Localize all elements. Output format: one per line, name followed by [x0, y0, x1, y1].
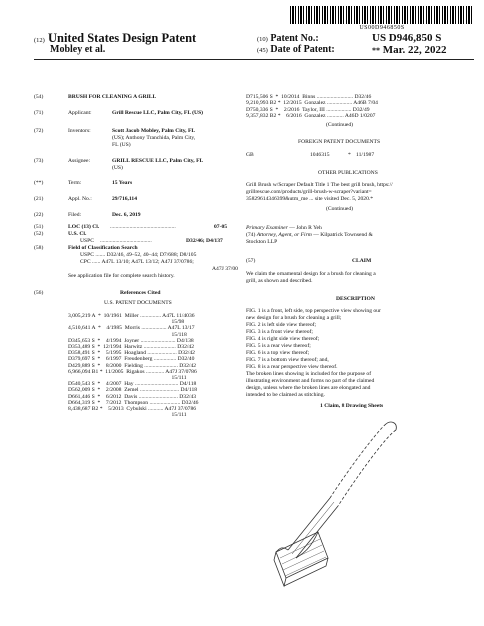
assignee-line: GRILL RESCUE LLC, Palm City, FL: [112, 158, 204, 164]
description-heading: DESCRIPTION: [336, 296, 375, 302]
inventors-line: Scott Jacob Mobley, Palm City, FL: [112, 128, 196, 134]
continued-label: (Continued): [326, 206, 354, 212]
patent-date-row: [372, 44, 447, 56]
country-code: (12): [34, 37, 45, 44]
invention-title: BRUSH FOR CLEANING A GRILL: [68, 94, 157, 100]
patent-front-page: US00D946850S (12) United States Design Patent Mobley et al. (10) Patent No.: US D946,850 S (45) Date of Patent: ** Mar. 22, 2022 (54) BRUSH FOR CLEANING A GRILL (71) Applicant: Grill Rescue LLC, Palm City, FL (US) (72) Inventors: Scott Jacob Mobley, Palm City, FL (US); Anthony Tranchida, Palm City, FL (US) (73) Assignee: GRILL RESCUE LLC, Palm City, FL (US) (**) Term: 15 Years (21) Appl. No.: 29/716,114 (22) Filed: Dec. 6, 2019 (51) LOC (13) Cl. ............................................... 07-05 (52) U.S. Cl. USPC ..................................... D32/46; D4/137 (58) Field of Classification Search USPC ....... D32/46, 49–52, 40–44; D7/688; D8/105 CPC ...... A47L 13/10; A47L 13/12; A47J 37/0786; A47J 37/00 See application file for complete search history. (56) References Cited U.S. PATENT DOCUMENTS 3,005,219 A * 10/1961 Miller ............... A47L 11/4036 15/98 4,510,641 A * 4/1985 Morris .................. A47L 13/17 15/118 D345,653 S * 4/1994 Joyner ......................... D4/138 D353,489 S * 12/1994 Harwitz ....................... D32/42 D358,491 S * 5/1995 Hoagland ..................... D32/42 D379,697 S * 6/1997 Freudenberg ................ D32/40 D429,889 S * 8/2000 Fielding ........................ D32/42 6,966,094 B1 * 11/2005 Rigakos ............. A47J 37/0786 15/111 D540,543 S * 4/2007 Hay ............................... D4/118 D562,009 S * 2/2008 Zemel ............................ D4/118 D661,446 S * 6/2012 Davis ............................ D32/43 D664,319 S * 7/2012 Thompson ...................... D32/46 8,438,687 B2 * 5/2013 Cybulski ........... A47J 37/0786 15/111 D715,506 S * 10/2014 Binns .......................... D32/46 9,210,993 B2 * 12/2015 Gonzalez .................. A46B 7/04 D750,336 S * 2/2016 Taylor, III .................. D32/49 9,357,832 B2 * 6/2016 Gonzalez ............ A46D 1/0207 (Continued) FOREIGN PATENT DOCUMENTS GB 1046315 * 11/1987 OTHER PUBLICATIONS Grill Brush w/Scraper Default Title 1 The best grill brush, https:// grillrescue.com/products/grill-brush-w-scraper?variant= 35829614346399&utm_me ... site visited Dec. 5, 2020.* (Continued) Primary Examiner — John R Yeh (74) Attorney, Agent, or Firm — Kilpatrick Townsend & Stockton LLP (57) CLAIM We claim the ornamental design for a brush for cleaning a grill, as shown and described. DESCRIPTION FIG. 1 is a front, left side, top perspective view showing our new design for a brush for cleaning a grill; FIG. 2 is left side view thereof; FIG. 3 is a front view thereof; FIG. 4 is right side view thereof; FIG. 5 is a rear view thereof; FIG. 6 is a top view thereof; FIG. 7 is a bottom view thereof; and, FIG. 8 is a rear perspective view thereof. The broken lines showing is included for the purpose of illustrating environment and forms no part of the claimed design, unless where the broken lines are elongated and intended to be claimed as stitching. 1 Claim, 8 Drawing Sheets: [0, 0, 484, 626]
reference-row: 9,210,993 B2 * 12/2015 Gonzalez .................. A46B 7/04: [246, 100, 378, 107]
term-value: 15 Years: [112, 180, 133, 186]
reference-row: D715,506 S * 10/2014 Binns .......................... D32/46: [246, 94, 372, 100]
date-label: Date of Patent:: [270, 44, 335, 55]
field-line: USPC ....... D32/46, 49–52, 40–44; D7/688; D8/105: [80, 252, 197, 258]
attorney-row: (74) Attorney, Agent, or Firm — Kilpatrick Townsend &: [246, 232, 373, 238]
patent-date: Mar. 22, 2022: [382, 44, 447, 56]
claim-text: grill, as shown and described.: [246, 278, 313, 284]
foreign-country: GB: [246, 152, 254, 158]
other-pub-line: grillrescue.com/products/grill-brush-w-scraper?variant=: [246, 189, 372, 195]
field-label: Field of Classification Search: [68, 245, 138, 251]
reference-row: D661,446 S * 6/2012 Davis ............................ D32/43: [68, 393, 197, 400]
foreign-number: 1046315: [310, 152, 330, 158]
date-row: (45) Date of Patent:: [257, 44, 335, 55]
reference-row: 15/98: [68, 319, 185, 326]
assignee-line: (US): [112, 165, 123, 171]
reference-row: D750,336 S * 2/2016 Taylor, III .................. D32/49: [246, 106, 370, 113]
reference-row: 9,357,832 B2 * 6/2016 Gonzalez ............ A46D 1/0207: [246, 113, 376, 120]
description-line: FIG. 7 is a bottom view thereof; and,: [246, 357, 329, 363]
description-line: FIG. 4 is right side view thereof;: [246, 336, 320, 342]
inventors-line: (US); Anthony Tranchida, Palm City,: [112, 135, 196, 141]
references-heading: References Cited: [120, 290, 161, 296]
brush-drawing: [230, 400, 430, 600]
description-line: FIG. 6 is a top view thereof;: [246, 350, 310, 356]
inventors-line: FL (US): [112, 142, 131, 148]
claim-text: We claim the ornamental design for a brush for cleaning a: [246, 271, 376, 277]
assignee-label: Assignee:: [68, 158, 91, 164]
description-line: FIG. 2 is left side view thereof;: [246, 322, 317, 328]
reference-row: D562,009 S * 2/2008 Zemel ............................ D4/118: [68, 387, 198, 394]
description-line: illustrating environment and forms no part of the claimed: [246, 378, 375, 384]
barcode-number: US00D946850S: [359, 25, 405, 31]
reference-row: 15/111: [68, 412, 187, 419]
applicant-label: Applicant:: [68, 110, 92, 116]
reference-row: D429,889 S * 8/2000 Fielding ........................ D32/42: [68, 362, 197, 369]
barcode: [290, 6, 474, 24]
other-pub-line: Grill Brush w/Scraper Default Title 1 The best grill brush, https://: [246, 182, 393, 188]
reference-row: D379,697 S * 6/1997 Freudenberg ................ D32/40: [68, 356, 195, 363]
patent-no-label: Patent No.:: [270, 33, 319, 44]
reference-row: 3,005,219 A * 10/1961 Miller ............... A47L 11/4036: [68, 313, 195, 319]
reference-row: 4,510,641 A * 4/1985 Morris .................. A47L 13/17: [68, 325, 195, 332]
inventors-label: Inventors:: [68, 128, 91, 134]
reference-row: D353,489 S * 12/1994 Harwitz ....................... D32/42: [68, 344, 195, 350]
patent-type-title: United States Design Patent: [47, 31, 197, 45]
foreign-date: 11/1987: [356, 152, 375, 158]
primary-examiner: John R Yeh: [296, 225, 322, 231]
description-line: design, unless where the broken lines are elongated and: [246, 385, 371, 391]
reference-row: 15/111: [68, 375, 187, 381]
description-line: FIG. 5 is a rear view thereof;: [246, 343, 311, 349]
reference-row: 8,438,687 B2 * 5/2013 Cybulski ........... A47J 37/0786: [68, 406, 197, 412]
inventor-short: Mobley et al.: [50, 44, 106, 55]
primary-examiner-row: Primary Examiner — John R Yeh: [246, 225, 322, 231]
date-mark: **: [372, 46, 380, 55]
applicant-value: Grill Rescue LLC, Palm City, FL (US): [112, 110, 204, 116]
foreign-docs-heading: FOREIGN PATENT DOCUMENTS: [298, 139, 381, 145]
attorney-value: Kilpatrick Townsend &: [320, 232, 373, 238]
field-line: A47J 37/00: [212, 266, 238, 272]
filed-value: Dec. 6, 2019: [112, 212, 141, 218]
attorney-value: Stockton LLP: [246, 239, 278, 245]
field-line: CPC ...... A47L 13/10; A47L 13/12; A47J 37/0786;: [80, 259, 194, 265]
loc-value: 07-05: [214, 224, 228, 230]
appl-no-label: Appl. No.:: [68, 196, 92, 202]
description-line: FIG. 3 is a front view thereof;: [246, 329, 313, 335]
header-rule: [34, 59, 474, 60]
description-line: FIG. 1 is a front, left side, top perspective view showing our: [246, 308, 381, 314]
loc-label: LOC (13) Cl.: [68, 224, 100, 230]
description-line: The broken lines showing is included for the purpose of: [246, 371, 372, 377]
uspc-value: D32/46; D4/137: [186, 238, 223, 244]
title-code: (54): [34, 94, 44, 100]
claims-drawings-summary: 1 Claim, 8 Drawing Sheets: [320, 403, 384, 409]
us-patent-docs-heading: U.S. PATENT DOCUMENTS: [104, 300, 172, 306]
other-pubs-heading: OTHER PUBLICATIONS: [318, 170, 378, 176]
reference-row: D540,543 S * 4/2007 Hay ............................... D4/118: [68, 381, 197, 388]
filed-label: Filed:: [68, 212, 82, 218]
description-line: FIG. 8 is a rear perspective view thereof.: [246, 364, 338, 370]
appl-no-value: 29/716,114: [112, 196, 138, 202]
description-line: intended to be claimed as stitching.: [246, 392, 325, 398]
reference-row: D664,319 S * 7/2012 Thompson ...................... D32/46: [68, 399, 199, 406]
reference-row: D358,491 S * 5/1995 Hoagland ..................... D32/42: [68, 350, 195, 357]
continued-label: (Continued): [326, 122, 354, 128]
description-line: new design for a brush for cleaning a grill;: [246, 315, 342, 321]
claim-heading: CLAIM: [352, 258, 372, 264]
reference-row: 15/118: [68, 331, 187, 338]
term-label: Term:: [68, 180, 82, 186]
us-cl-label: U.S. Cl.: [68, 231, 87, 237]
patent-number: US D946,850 S: [372, 32, 442, 44]
reference-row: 6,966,094 B1 * 11/2005 Rigakos ............. A47J 37/0786: [68, 368, 197, 375]
field-note: See application file for complete search history.: [68, 273, 175, 279]
other-pub-line: 35829614346399&utm_me ... site visited Dec. 5, 2020.*: [246, 196, 374, 202]
patent-no-row: (10) Patent No.:: [257, 33, 319, 44]
reference-row: D345,653 S * 4/1994 Joyner ......................... D4/138: [68, 337, 194, 344]
